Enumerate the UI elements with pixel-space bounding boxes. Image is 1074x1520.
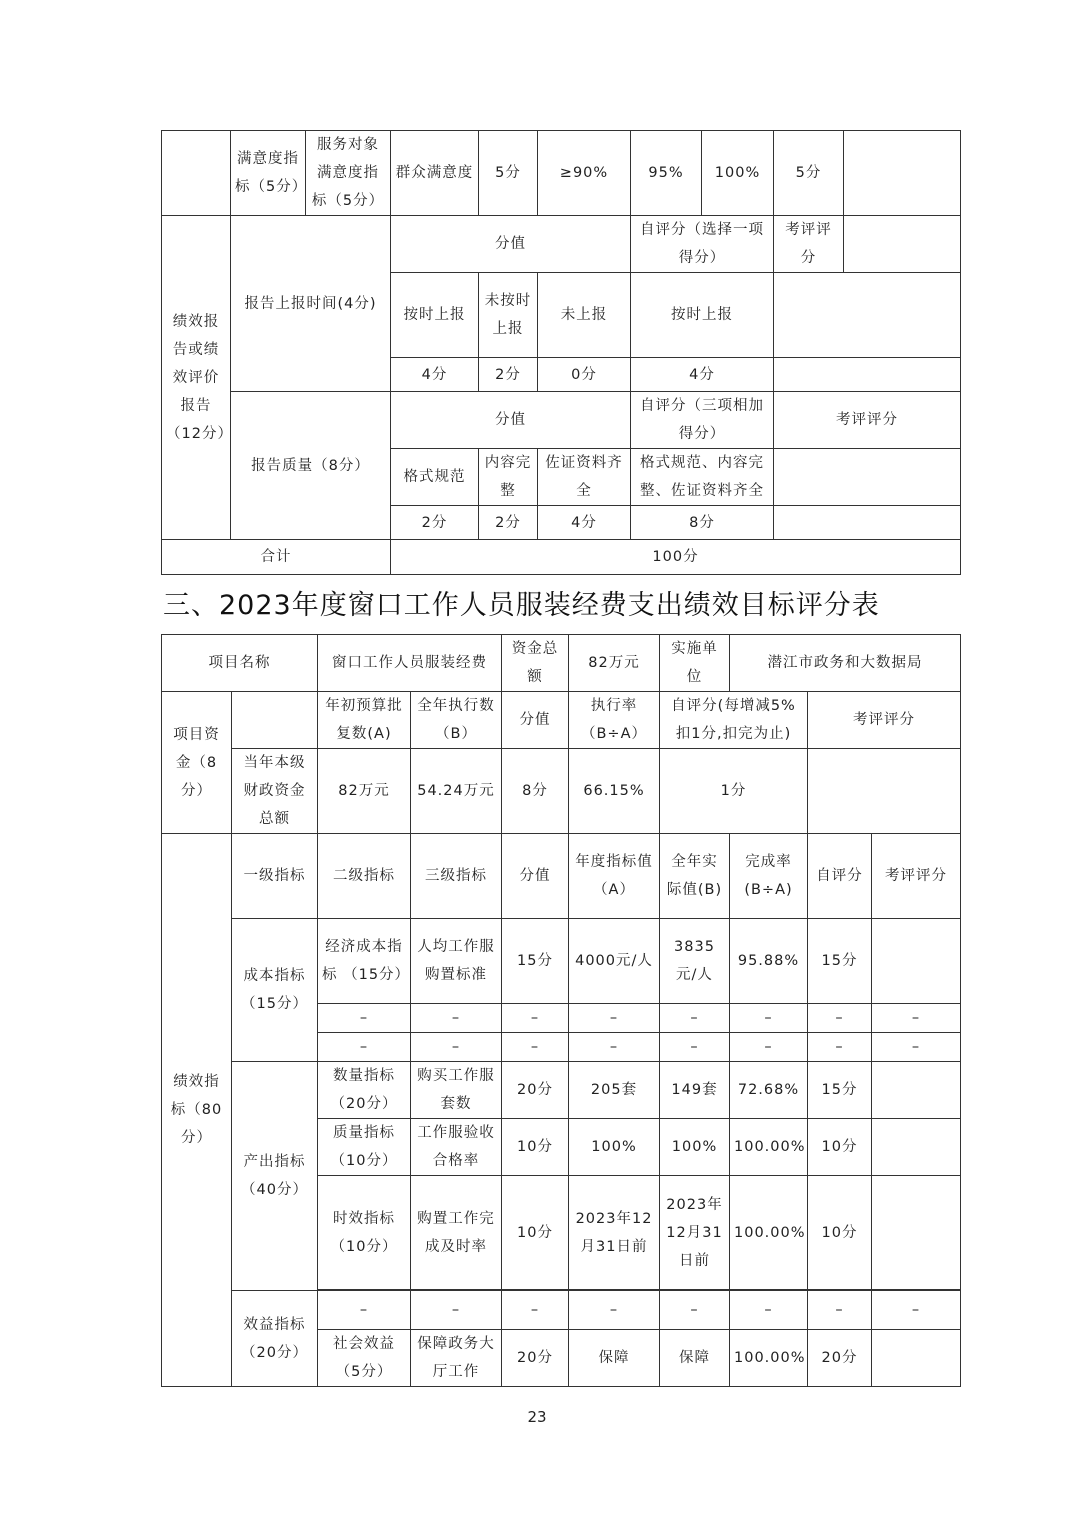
total-label: 合计 — [162, 540, 391, 575]
score-cell: 4分 — [391, 358, 479, 392]
dash-cell: – — [569, 1004, 660, 1033]
self-score-cell: 15分 — [808, 919, 872, 1004]
option-format: 格式规范 — [391, 449, 479, 506]
output-l3: 工作服验收合格率 — [411, 1119, 502, 1176]
rate-header: 执行率（B÷A） — [569, 692, 660, 749]
report-time-header-row — [162, 216, 961, 273]
self-choice: 格式规范、内容完整、佐证资料齐全 — [631, 449, 774, 506]
level3-indicator: 服务对象满意度指标（5分） — [306, 131, 391, 216]
score-cell: 2分 — [479, 358, 538, 392]
score-cell: 10分 — [502, 1119, 569, 1176]
rate-header: 完成率(B÷A) — [730, 834, 808, 919]
rate-value: 66.15% — [569, 749, 660, 834]
cost-l1: 成本指标（15分） — [232, 919, 318, 1062]
cost-l2: 经济成本指标 （15分） — [318, 919, 411, 1004]
blank-cell — [774, 358, 961, 392]
output-l2: 数量指标（20分） — [318, 1062, 411, 1119]
option-evidence: 佐证资料齐全 — [538, 449, 631, 506]
target-cell: 4000元/人 — [569, 919, 660, 1004]
blank-cell — [162, 131, 231, 216]
self-score-cell: 10分 — [808, 1119, 872, 1176]
project-info-row — [162, 635, 961, 692]
benefit-l3: 保障政务大厅工作 — [411, 1330, 502, 1387]
actual-cell: 100% — [660, 1119, 730, 1176]
actual-cell: 149套 — [660, 1062, 730, 1119]
review-score-cell — [872, 1176, 961, 1290]
benefit-l2: 社会效益（5分） — [318, 1330, 411, 1387]
dash-cell: – — [502, 1291, 569, 1330]
option-not-on-time: 未按时上报 — [479, 273, 538, 358]
review-score-value — [808, 749, 961, 834]
implementing-unit: 潜江市政务和大数据局 — [730, 635, 961, 692]
blank-cell — [844, 216, 961, 273]
fund-row — [162, 749, 961, 834]
dash-cell: – — [411, 1033, 502, 1062]
dash-cell: – — [502, 1033, 569, 1062]
target-cell: 2023年12月31日前 — [569, 1176, 660, 1290]
report-time-label: 报告上报时间(4分) — [231, 216, 391, 392]
self-score-header: 自评分 — [808, 834, 872, 919]
dash-cell: – — [318, 1033, 411, 1062]
score-cell: 10分 — [502, 1176, 569, 1290]
score-cell: 2分 — [391, 506, 479, 540]
score-cell: 15分 — [502, 919, 569, 1004]
rate-cell: 100.00% — [730, 1330, 808, 1387]
target-cell: 205套 — [569, 1062, 660, 1119]
review-score-cell — [872, 1330, 961, 1387]
output-row-quantity — [162, 1062, 961, 1119]
review-header: 考评评分 — [808, 692, 961, 749]
dash-cell: – — [730, 1033, 808, 1062]
blank-cell — [774, 449, 961, 506]
total-row — [162, 540, 961, 575]
perf-header-row — [162, 834, 961, 919]
fund-header-row — [162, 692, 961, 749]
score-cell: 5分 — [479, 131, 538, 216]
evaluation-table-1 — [161, 130, 961, 575]
dash-cell: – — [730, 1291, 808, 1330]
review-score-cell — [872, 1119, 961, 1176]
self-choice: 按时上报 — [631, 273, 774, 358]
review-header: 考评评分 — [872, 834, 961, 919]
fund-section-label: 项目资金（8分） — [162, 692, 232, 834]
fund-row-label: 当年本级财政资金总额 — [232, 749, 318, 834]
self-score-cell: 20分 — [808, 1330, 872, 1387]
dash-cell: – — [660, 1033, 730, 1062]
actual-cell: 3835元/人 — [660, 919, 730, 1004]
score-cell: 20分 — [502, 1330, 569, 1387]
blank-cell — [774, 273, 961, 358]
self-score-value: 1分 — [660, 749, 808, 834]
self-score-cell: 4分 — [631, 358, 774, 392]
dash-cell: – — [660, 1004, 730, 1033]
rate-cell: 95.88% — [730, 919, 808, 1004]
option-complete: 内容完整 — [479, 449, 538, 506]
target-cell: ≥90% — [538, 131, 631, 216]
value-header: 分值 — [391, 216, 631, 273]
actual-cell: 2023年12月31日前 — [660, 1176, 730, 1290]
dash-cell: – — [411, 1291, 502, 1330]
unit-label: 实施单位 — [660, 635, 730, 692]
score-cell: 2分 — [479, 506, 538, 540]
dash-cell: – — [660, 1291, 730, 1330]
dash-cell: – — [808, 1291, 872, 1330]
benefit-dash-row — [162, 1291, 961, 1330]
review-header: 考评评分 — [774, 216, 844, 273]
perf-section-label: 绩效指标（80分） — [162, 834, 232, 1387]
benefit-l1: 效益指标（20分） — [232, 1291, 318, 1387]
budget-value: 82万元 — [318, 749, 411, 834]
l3-header: 三级指标 — [411, 834, 502, 919]
report-section-label: 绩效报告或绩效评价报告（12分） — [162, 216, 231, 540]
cost-row — [162, 919, 961, 1004]
dash-cell: – — [318, 1291, 411, 1330]
cost-l3: 人均工作服购置标准 — [411, 919, 502, 1004]
output-l2: 时效指标（10分） — [318, 1176, 411, 1290]
satisfaction-row — [162, 131, 961, 216]
self-score-header: 自评分（三项相加得分） — [631, 392, 774, 449]
section-heading: 三、2023年度窗口工作人员服装经费支出绩效目标评分表 — [163, 590, 880, 621]
self-score-cell: 10分 — [808, 1176, 872, 1290]
dash-cell: – — [872, 1004, 961, 1033]
actual-cell: 保障 — [660, 1330, 730, 1387]
output-l2: 质量指标（10分） — [318, 1119, 411, 1176]
rate-cell: 100.00% — [730, 1119, 808, 1176]
indicator-name: 群众满意度 — [391, 131, 479, 216]
dash-cell: – — [808, 1004, 872, 1033]
output-l3: 购买工作服套数 — [411, 1062, 502, 1119]
report-quality-label: 报告质量（8分） — [231, 392, 391, 540]
report-quality-header-row — [162, 392, 961, 449]
level2-indicator: 满意度指标（5分） — [231, 131, 306, 216]
dash-cell: – — [569, 1291, 660, 1330]
score-cell: 0分 — [538, 358, 631, 392]
actual-header: 全年实际值(B) — [660, 834, 730, 919]
review-header: 考评评分 — [774, 392, 961, 449]
dash-cell: – — [569, 1033, 660, 1062]
target-cell: 100% — [569, 1119, 660, 1176]
output-l3: 购置工作完成及时率 — [411, 1176, 502, 1290]
dash-cell: – — [872, 1291, 961, 1330]
option-not-reported: 未上报 — [538, 273, 631, 358]
self-score-cell: 5分 — [774, 131, 844, 216]
score-cell: 4分 — [538, 506, 631, 540]
total-value: 100分 — [391, 540, 961, 575]
score-header: 分值 — [502, 834, 569, 919]
target-cell: 保障 — [569, 1330, 660, 1387]
target-header: 年度指标值（A） — [569, 834, 660, 919]
dash-cell: – — [318, 1004, 411, 1033]
score-header: 分值 — [502, 692, 569, 749]
option-on-time: 按时上报 — [391, 273, 479, 358]
page-number: 23 — [527, 1408, 547, 1426]
actual-cell: 95% — [631, 131, 702, 216]
self-score-cell: 8分 — [631, 506, 774, 540]
rate-cell: 100.00% — [730, 1176, 808, 1290]
value-header: 分值 — [391, 392, 631, 449]
blank-cell — [232, 692, 318, 749]
rate-cell: 72.68% — [730, 1062, 808, 1119]
score-cell: 20分 — [502, 1062, 569, 1119]
dash-cell: – — [808, 1033, 872, 1062]
dash-cell: – — [411, 1004, 502, 1033]
score-value: 8分 — [502, 749, 569, 834]
l1-header: 一级指标 — [232, 834, 318, 919]
output-l1: 产出指标（40分） — [232, 1062, 318, 1291]
dash-cell: – — [502, 1004, 569, 1033]
project-name-label: 项目名称 — [162, 635, 318, 692]
self-score-cell: 15分 — [808, 1062, 872, 1119]
fund-total-label: 资金总额 — [502, 635, 569, 692]
self-score-header: 自评分（选择一项得分） — [631, 216, 774, 273]
review-score-cell — [872, 1062, 961, 1119]
executed-header: 全年执行数（B） — [411, 692, 502, 749]
evaluation-table-2 — [161, 634, 961, 1387]
executed-value: 54.24万元 — [411, 749, 502, 834]
review-score-cell — [872, 919, 961, 1004]
dash-cell: – — [730, 1004, 808, 1033]
budget-header: 年初预算批复数(A) — [318, 692, 411, 749]
dash-cell: – — [872, 1033, 961, 1062]
self-score-header: 自评分(每增减5%扣1分,扣完为止) — [660, 692, 808, 749]
rate-cell: 100% — [702, 131, 774, 216]
project-name: 窗口工作人员服装经费 — [318, 635, 502, 692]
review-score-cell — [844, 131, 961, 216]
l2-header: 二级指标 — [318, 834, 411, 919]
fund-total: 82万元 — [569, 635, 660, 692]
blank-cell — [774, 506, 961, 540]
